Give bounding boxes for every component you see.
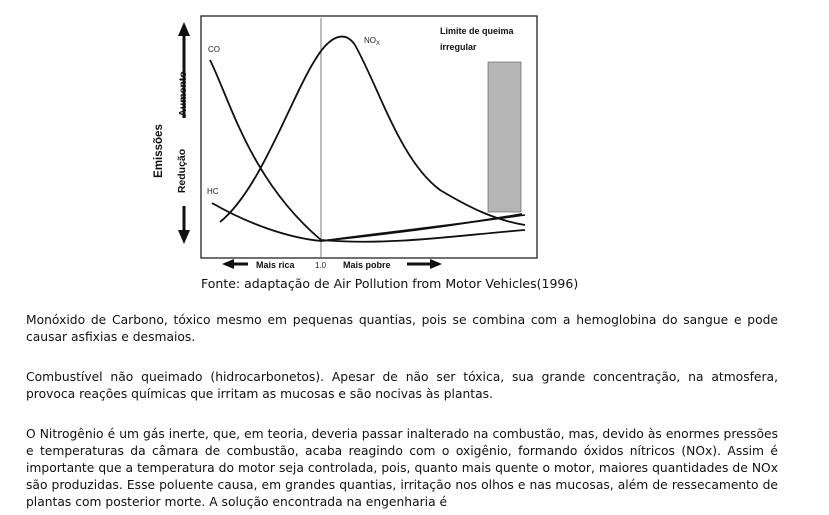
decrease-arrow bbox=[178, 206, 190, 244]
x-lean-label: Mais pobre bbox=[343, 260, 391, 270]
limit-label-line1: Limite de queima bbox=[440, 26, 514, 36]
figure-caption: Fonte: adaptação de Air Pollution from Motor Vehicles(1996) bbox=[201, 276, 579, 291]
hc-curve-right bbox=[321, 215, 525, 241]
paragraph-nox: O Nitrogênio é um gás inerte, que, em teoria, deveria passar inalterado na combustão, mas, devido às enormes pressões e temperaturas da câmara de combustão, acaba reagindo com o oxigênio, formando óxidos nítricos (NOx). Assim é importante que a temperatura do motor seja controlada, pois, quanto mais quente o motor, maiores quantidades de NOx são produzidas. Esse poluente causa, em grandes quantias, irritação nos olhos e nas mucosas, além de ressecamento de plantas com posterior morte. A solução encontrada na engenharia é bbox=[26, 427, 778, 509]
paragraph-hc: Combustível não queimado (hidrocarbonetos). Apesar de não ser tóxica, sua grande concentração, na atmosfera, provoca reações químicas que irritam as mucosas e são nocivas às plantas. bbox=[26, 370, 778, 401]
y-increase-label: Aumento bbox=[176, 71, 189, 117]
x-center-tick: 1.0 bbox=[315, 261, 327, 270]
nox-curve bbox=[220, 37, 525, 225]
x-rich-label: Mais rica bbox=[256, 260, 295, 270]
co-curve bbox=[210, 60, 525, 242]
limit-label-line2: irregular bbox=[440, 42, 477, 52]
hc-label: HC bbox=[207, 187, 219, 196]
irregular-burn-limit-bar bbox=[488, 62, 521, 212]
emissions-figure bbox=[140, 10, 550, 270]
co-label: CO bbox=[208, 45, 220, 54]
nox-label: $NO_X$ bbox=[364, 36, 381, 47]
lean-arrow bbox=[407, 259, 442, 269]
paragraph-co: Monóxido de Carbono, tóxico mesmo em pequenas quantias, pois se combina com a hemoglobina do sangue e pode causar asfixias e desmaios. bbox=[26, 313, 778, 344]
y-axis-title: Emissões bbox=[152, 124, 165, 178]
y-decrease-label: Redução bbox=[176, 148, 189, 194]
emissions-chart bbox=[140, 10, 550, 270]
rich-arrow bbox=[222, 259, 248, 269]
